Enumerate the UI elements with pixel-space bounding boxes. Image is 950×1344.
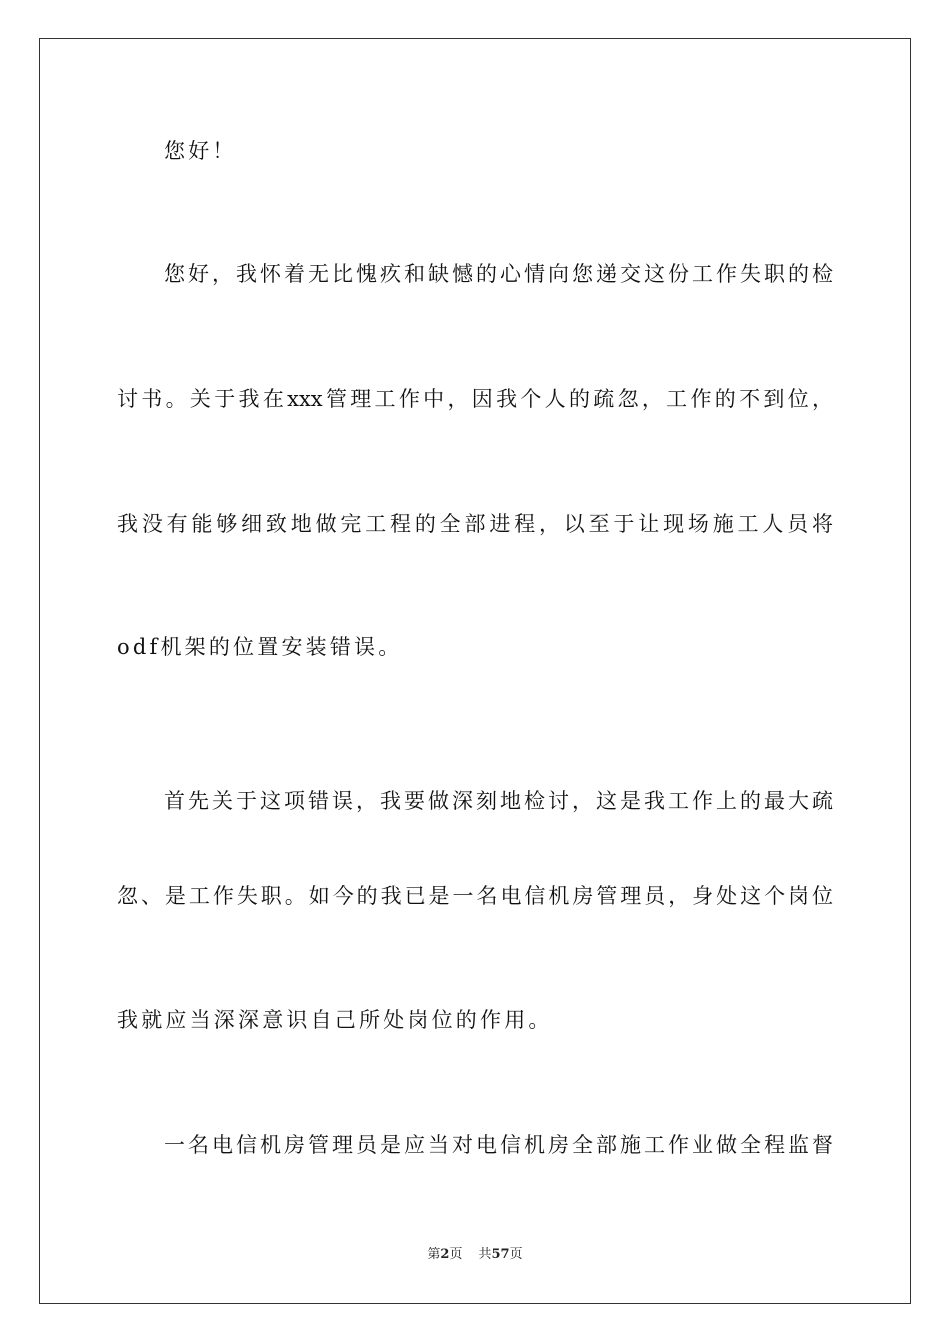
- page-frame: [39, 38, 911, 1304]
- page-footer: [0, 1246, 950, 1264]
- body-line-5: 首先关于这项错误，我要做深刻地检讨，这是我工作上的最大疏: [164, 789, 833, 813]
- body-line-1: 您好，我怀着无比愧疚和缺憾的心情向您递交这份工作失职的检: [164, 262, 833, 286]
- total-suffix: 页: [509, 1247, 523, 1262]
- body-line-7: 我就应当深深意识自己所处岗位的作用。: [117, 1008, 553, 1032]
- total-pages: 57: [491, 1247, 510, 1262]
- body-line-6: 忽、是工作失职。如今的我已是一名电信机房管理员，身处这个岗位: [117, 884, 833, 908]
- page-number: 2: [440, 1247, 450, 1262]
- total-prefix: 共: [478, 1247, 492, 1262]
- body-line-4: odf机架的位置安装错误。: [117, 635, 403, 659]
- body-line-2: 讨书。关于我在xxx管理工作中，因我个人的疏忽，工作的不到位，: [117, 387, 833, 411]
- greeting-line: 您好！: [164, 139, 237, 163]
- body-line-3: 我没有能够细致地做完工程的全部进程，以至于让现场施工人员将: [117, 512, 833, 536]
- page-suffix: 页: [449, 1247, 463, 1262]
- body-line-8: 一名电信机房管理员是应当对电信机房全部施工作业做全程监督: [164, 1133, 833, 1157]
- page-prefix: 第: [427, 1247, 441, 1262]
